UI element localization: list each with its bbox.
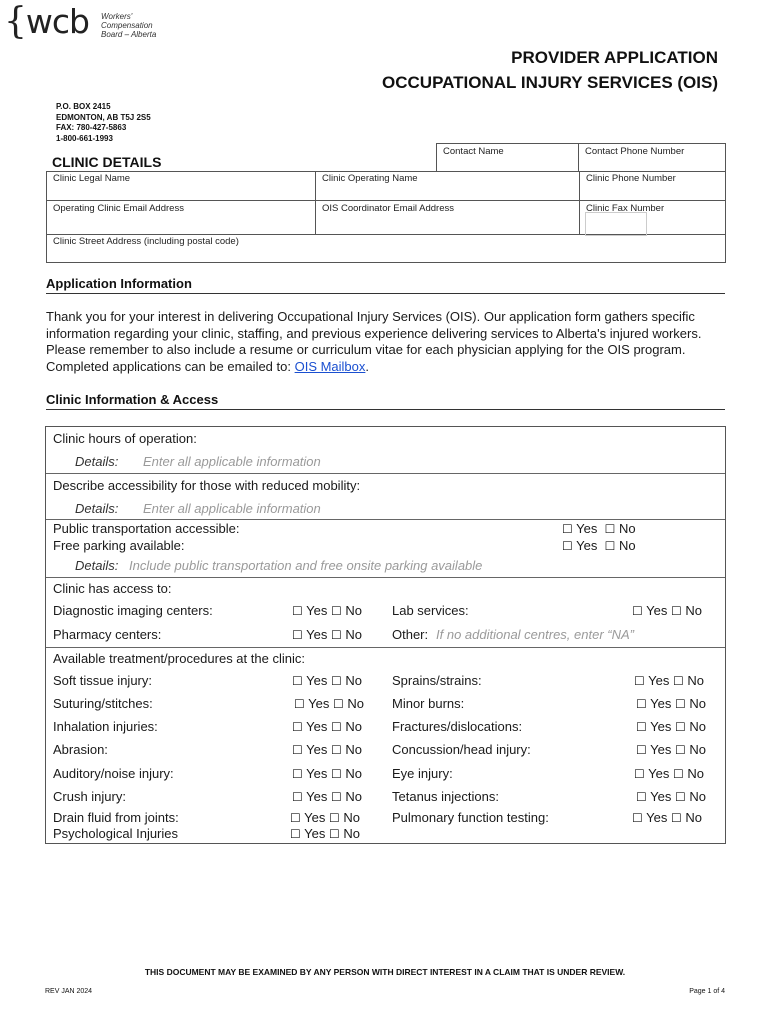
treatment-right-label: Sprains/strains: xyxy=(392,673,482,688)
treatment-right-label: Concussion/head injury: xyxy=(392,742,531,757)
other-label: Other: xyxy=(392,627,429,642)
review-notice: THIS DOCUMENT MAY BE EXAMINED BY ANY PERSON WITH DIRECT INTEREST IN A CLAIM THAT IS UNDER REVIEW. xyxy=(144,967,626,977)
transport-details-input[interactable]: Include public transportation and free onsite parking available xyxy=(129,558,483,573)
treatment-right-options[interactable]: ☐ Yes ☐ No xyxy=(636,742,707,757)
treatment-right-label: Eye injury: xyxy=(392,766,453,781)
hours-input[interactable]: Enter all applicable information xyxy=(143,454,321,469)
treatment-right-options[interactable]: ☐ Yes ☐ No xyxy=(634,766,705,781)
clinic-legal-name-field[interactable]: Clinic Legal Name xyxy=(53,173,131,184)
application-information-heading: Application Information xyxy=(46,276,725,294)
logo-subtitle: Workers' Compensation Board – Alberta xyxy=(101,12,157,39)
treatment-left-label: Abrasion: xyxy=(53,742,108,757)
application-intro: Thank you for your interest in delivering Occupational Injury Services (OIS). Our application form gathers specific information regarding your clinic, staffing, and previous experience delivering services to Alberta's injured workers. Please remember to also include a resume or curriculum vitae for each physician applying for the OIS program. Completed applications can be emailed to: OIS Mailbox. xyxy=(46,309,702,374)
treatment-left-options[interactable]: ☐ Yes ☐ No xyxy=(290,826,361,841)
operating-email-field[interactable]: Operating Clinic Email Address xyxy=(53,203,184,214)
contact-name-field[interactable]: Contact Name xyxy=(443,146,504,157)
treatment-left-label: Inhalation injuries: xyxy=(53,719,158,734)
treatment-right-label: Minor burns: xyxy=(392,696,465,711)
logo-mark: {wcb xyxy=(4,1,89,42)
treatment-left-label: Drain fluid from joints: xyxy=(53,810,179,825)
contact-phone-field[interactable]: Contact Phone Number xyxy=(585,146,685,157)
free-parking-options[interactable]: ☐ Yes ☐ No xyxy=(562,538,636,553)
contact-box xyxy=(436,143,726,172)
ois-coordinator-email-field[interactable]: OIS Coordinator Email Address xyxy=(322,203,455,214)
mobility-input[interactable]: Enter all applicable information xyxy=(143,501,321,516)
clinic-phone-field[interactable]: Clinic Phone Number xyxy=(586,173,676,184)
treatment-left-options[interactable]: ☐ Yes ☐ No xyxy=(292,789,363,804)
treatment-left-label: Crush injury: xyxy=(53,789,126,804)
treatments-label: Available treatment/procedures at the clinic: xyxy=(53,651,305,666)
treatment-left-label: Suturing/stitches: xyxy=(53,696,153,711)
clinic-operating-name-field[interactable]: Clinic Operating Name xyxy=(322,173,418,184)
form-subtitle: OCCUPATIONAL INJURY SERVICES (OIS) xyxy=(382,73,718,92)
treatment-left-options[interactable]: ☐ Yes ☐ No xyxy=(292,742,363,757)
form-title: PROVIDER APPLICATION xyxy=(511,48,718,67)
lab-options[interactable]: ☐ Yes ☐ No xyxy=(632,603,703,618)
treatment-left-options[interactable]: ☐ Yes ☐ No xyxy=(292,673,363,688)
transport-details-label: Details: xyxy=(75,558,119,573)
mailing-address: P.O. BOX 2415 EDMONTON, AB T5J 2S5 FAX: 780-427-5863 1-800-661-1993 xyxy=(56,102,151,143)
street-address-field[interactable]: Clinic Street Address (including postal code) xyxy=(53,236,239,247)
clinic-details-grid xyxy=(46,171,726,263)
clinic-fax-field[interactable]: Clinic Fax Number xyxy=(586,203,665,214)
page-number: Page 1 of 4 xyxy=(689,988,725,995)
treatment-right-options[interactable]: ☐ Yes ☐ No xyxy=(632,810,703,825)
free-parking-label: Free parking available: xyxy=(53,538,185,553)
treatment-right-options[interactable]: ☐ Yes ☐ No xyxy=(636,719,707,734)
has-access-label: Clinic has access to: xyxy=(53,581,172,596)
treatment-right-label: Tetanus injections: xyxy=(392,789,499,804)
ois-mailbox-link[interactable]: OIS Mailbox xyxy=(294,358,366,374)
pharmacy-label: Pharmacy centers: xyxy=(53,627,162,642)
diagnostic-label: Diagnostic imaging centers: xyxy=(53,603,213,618)
treatment-right-options[interactable]: ☐ Yes ☐ No xyxy=(636,696,707,711)
treatment-left-label: Psychological Injuries xyxy=(53,826,179,841)
treatment-left-label: Soft tissue injury: xyxy=(53,673,152,688)
treatment-left-options[interactable]: ☐ Yes ☐ No xyxy=(290,810,361,825)
fax-input-box[interactable] xyxy=(585,212,647,236)
revision-date: REV JAN 2024 xyxy=(45,988,93,995)
clinic-details-title: CLINIC DETAILS xyxy=(52,154,162,170)
treatment-left-options[interactable]: ☐ Yes ☐ No xyxy=(294,696,365,711)
treatment-right-label: Pulmonary function testing: xyxy=(392,810,549,825)
other-input[interactable]: If no additional centres, enter “NA” xyxy=(436,627,634,642)
mobility-label: Describe accessibility for those with reduced mobility: xyxy=(53,478,361,493)
treatment-left-options[interactable]: ☐ Yes ☐ No xyxy=(292,719,363,734)
pharmacy-options[interactable]: ☐ Yes ☐ No xyxy=(292,627,363,642)
hours-label: Clinic hours of operation: xyxy=(53,431,197,446)
clinic-access-heading: Clinic Information & Access xyxy=(46,392,725,410)
lab-label: Lab services: xyxy=(392,603,469,618)
treatment-right-options[interactable]: ☐ Yes ☐ No xyxy=(636,789,707,804)
treatment-left-label: Auditory/noise injury: xyxy=(53,766,174,781)
treatment-right-label: Fractures/dislocations: xyxy=(392,719,523,734)
treatment-right-options[interactable]: ☐ Yes ☐ No xyxy=(634,673,705,688)
clinic-info-box xyxy=(45,426,726,844)
mobility-details-label: Details: xyxy=(75,501,119,516)
hours-details-label: Details: xyxy=(75,454,119,469)
diagnostic-options[interactable]: ☐ Yes ☐ No xyxy=(292,603,363,618)
treatment-left-options[interactable]: ☐ Yes ☐ No xyxy=(292,766,363,781)
wcb-logo xyxy=(4,2,174,46)
public-transport-options[interactable]: ☐ Yes ☐ No xyxy=(562,521,636,536)
public-transport-label: Public transportation accessible: xyxy=(53,521,240,536)
